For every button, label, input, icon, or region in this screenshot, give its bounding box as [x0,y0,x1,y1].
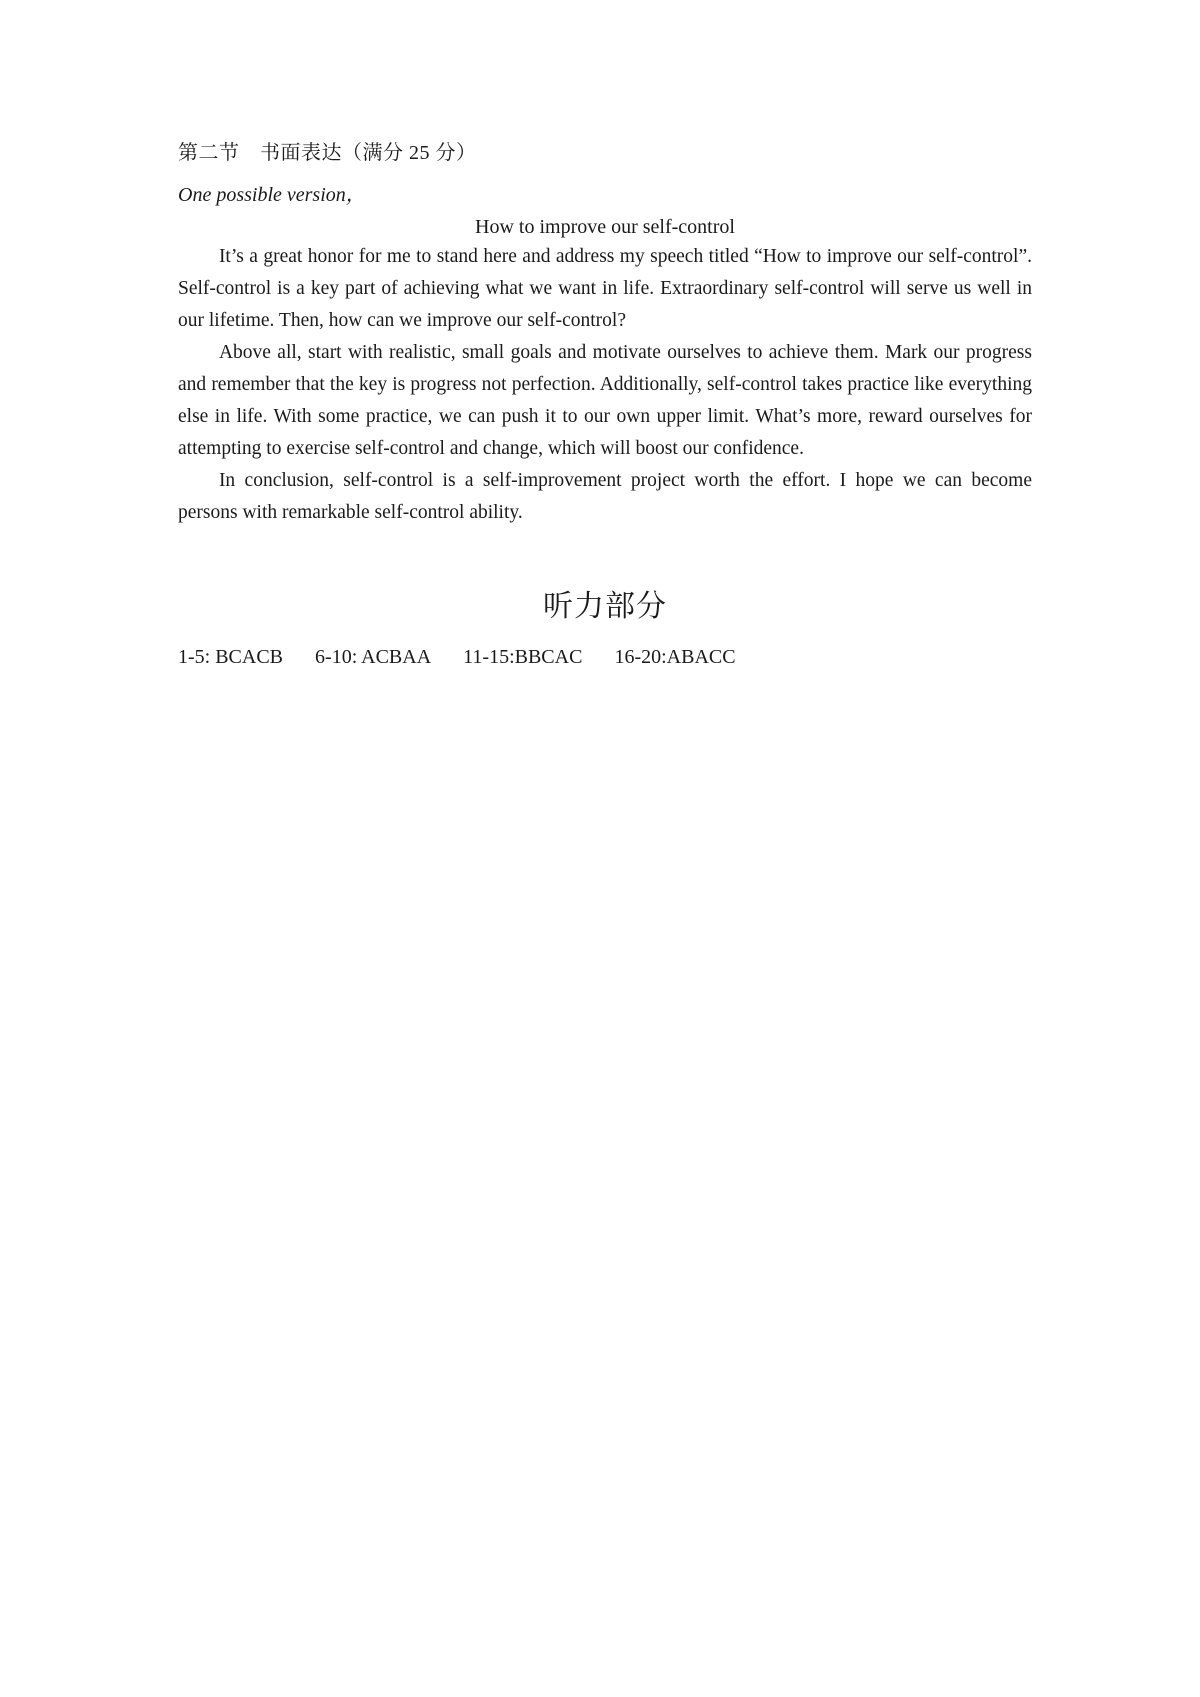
answer-key-content [178,139,1032,671]
essay-paragraph-1: It’s a great honor for me to stand here and address my speech titled “How to improve our self-control”. Self-control is a key part of achieving what we want in life. Extraordinary self-control will serve us well in our lifetime. Then, how can we improve our self-control? [178,246,1032,331]
answer-group-11-15: 11-15:BBCAC [463,646,583,668]
listening-section-title: 听力部分 [543,590,667,623]
listening-answers [178,643,1032,671]
essay-title: How to improve our self-control [475,216,735,238]
version-label: One possible version， [178,184,366,206]
answer-group-1-5: 1-5: BCACB [178,646,284,668]
section-heading: 第二节 书面表达（满分 25 分） [178,142,477,164]
answer-group-6-10: 6-10: ACBAA [315,646,432,668]
essay-paragraph-3: In conclusion, self-control is a self-improvement project worth the effort. I hope we can become persons with remarkable self-control ability. [178,470,1032,523]
essay-paragraph-2: Above all, start with realistic, small goals and motivate ourselves to achieve them. Mark our progress and remember that the key is progress not perfection. Additionally, self-control takes practice like everything else in life. With some practice, we can push it to our own upper limit. What’s more, reward ourselves for attempting to exercise self-control and change, which will boost our confidence. [178,342,1032,459]
answer-group-16-20: 16-20:ABACC [614,646,736,668]
